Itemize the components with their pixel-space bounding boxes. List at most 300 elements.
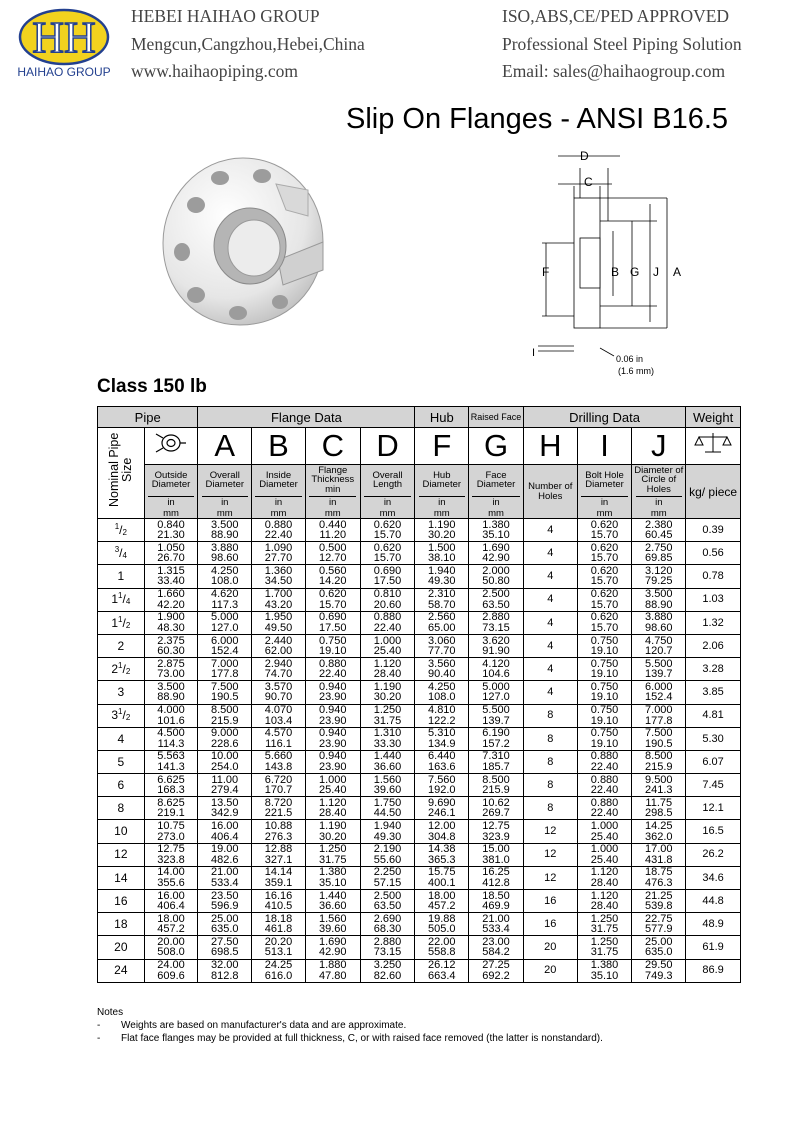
cell-b: 0.880 22.40: [252, 519, 306, 542]
cell-holes: 4: [523, 681, 577, 704]
cell-holes: 20: [523, 959, 577, 982]
cell-od: 18.00 457.2: [144, 913, 198, 936]
cell-weight: 44.8: [686, 890, 741, 913]
cell-i: 1.120 28.40: [577, 890, 632, 913]
cell-a: 19.00 482.6: [198, 843, 252, 866]
flange-cross-section-diagram: [522, 146, 722, 376]
cell-weight: 3.28: [686, 658, 741, 681]
cell-i: 0.750 19.10: [577, 704, 632, 727]
cell-c: 0.940 23.90: [305, 681, 360, 704]
cell-weight: 16.5: [686, 820, 741, 843]
cell-c: 0.940 23.90: [305, 727, 360, 750]
cell-weight: 3.85: [686, 681, 741, 704]
cell-a: 21.00 533.4: [198, 866, 252, 889]
cell-d: 2.880 73.15: [360, 936, 415, 959]
cell-g: 4.120 104.6: [469, 658, 524, 681]
table-row: [98, 611, 741, 634]
cell-j: 6.000 152.4: [632, 681, 686, 704]
pipe-size-cell: $1^1/_2$: [98, 611, 145, 634]
cell-b: 4.070 103.4: [252, 704, 306, 727]
cell-b: 1.700 43.20: [252, 588, 306, 611]
cell-g: 8.500 215.9: [469, 774, 524, 797]
cell-c: 1.690 42.90: [305, 936, 360, 959]
cell-a: 3.880 98.60: [198, 542, 252, 565]
cell-holes: 8: [523, 797, 577, 820]
cell-holes: 4: [523, 588, 577, 611]
desc-bolt-hole-diameter: Bolt Hole Diameter: [577, 465, 632, 496]
cell-b: 20.20 513.1: [252, 936, 306, 959]
note-item: - Flat face flanges may be provided at full thickness, C, or with raised face removed (the latter is nonstandard).: [97, 1033, 603, 1044]
cell-holes: 4: [523, 634, 577, 657]
cell-c: 0.620 15.70: [305, 588, 360, 611]
cell-a: 7.500 190.5: [198, 681, 252, 704]
table-row: [98, 727, 741, 750]
cell-c: 1.380 35.10: [305, 866, 360, 889]
cell-c: 1.190 30.20: [305, 820, 360, 843]
cell-c: 1.250 31.75: [305, 843, 360, 866]
table-row: [98, 890, 741, 913]
cell-f: 6.440 163.6: [415, 750, 469, 773]
cell-g: 16.25 412.8: [469, 866, 524, 889]
cell-a: 23.50 596.9: [198, 890, 252, 913]
desc-hub-diameter: Hub Diameter: [415, 465, 469, 496]
cell-weight: 26.2: [686, 843, 741, 866]
pipe-size-cell: 10: [98, 820, 145, 843]
letter-i: I: [577, 428, 632, 465]
cell-f: 18.00 457.2: [415, 890, 469, 913]
cell-holes: 4: [523, 542, 577, 565]
table-row: [98, 843, 741, 866]
unit-j: in mm: [632, 496, 686, 519]
desc-overall-diameter: Overall Diameter: [198, 465, 252, 496]
pipe-size-cell: 5: [98, 750, 145, 773]
cell-od: 24.00 609.6: [144, 959, 198, 982]
cell-j: 18.75 476.3: [632, 866, 686, 889]
cell-g: 15.00 381.0: [469, 843, 524, 866]
cell-weight: 5.30: [686, 727, 741, 750]
cell-weight: 4.81: [686, 704, 741, 727]
cell-b: 8.720 221.5: [252, 797, 306, 820]
pipe-size-cell: $^3/_4$: [98, 542, 145, 565]
cell-i: 1.000 25.40: [577, 820, 632, 843]
notes: [97, 1006, 603, 1045]
cell-b: 2.940 74.70: [252, 658, 306, 681]
diagram-note-in: 0.06 in: [616, 354, 644, 364]
pipe-size-cell: 4: [98, 727, 145, 750]
table-row: [98, 797, 741, 820]
cell-f: 4.250 108.0: [415, 681, 469, 704]
cell-b: 24.25 616.0: [252, 959, 306, 982]
cell-d: 3.250 82.60: [360, 959, 415, 982]
cell-c: 0.560 14.20: [305, 565, 360, 588]
cell-c: 1.120 28.40: [305, 797, 360, 820]
table-row: [98, 913, 741, 936]
cell-g: 7.310 185.7: [469, 750, 524, 773]
cell-holes: 8: [523, 750, 577, 773]
cell-weight: 61.9: [686, 936, 741, 959]
unit-a: in mm: [198, 496, 252, 519]
cell-holes: 4: [523, 565, 577, 588]
cell-c: 0.440 11.20: [305, 519, 360, 542]
diagram-label-c: C: [584, 175, 593, 189]
cell-od: 2.875 73.00: [144, 658, 198, 681]
cell-od: 5.563 141.3: [144, 750, 198, 773]
cell-g: 18.50 469.9: [469, 890, 524, 913]
pipe-size-cell: 20: [98, 936, 145, 959]
cell-a: 32.00 812.8: [198, 959, 252, 982]
table-row: [98, 565, 741, 588]
cell-b: 1.090 27.70: [252, 542, 306, 565]
cell-f: 2.310 58.70: [415, 588, 469, 611]
cell-weight: 12.1: [686, 797, 741, 820]
haihao-logo: [18, 8, 110, 66]
cell-weight: 1.32: [686, 611, 741, 634]
cell-holes: 12: [523, 866, 577, 889]
svg-text:HH: HH: [32, 13, 96, 62]
cell-b: 18.18 461.8: [252, 913, 306, 936]
cell-a: 5.000 127.0: [198, 611, 252, 634]
cell-od: 1.900 48.30: [144, 611, 198, 634]
table-row: [98, 681, 741, 704]
group-hub: Hub: [415, 407, 469, 428]
cell-i: 0.620 15.70: [577, 542, 632, 565]
cell-i: 0.880 22.40: [577, 797, 632, 820]
cell-f: 1.940 49.30: [415, 565, 469, 588]
cell-c: 0.500 12.70: [305, 542, 360, 565]
pipe-size-cell: 2: [98, 634, 145, 657]
cell-j: 3.500 88.90: [632, 588, 686, 611]
cell-holes: 8: [523, 727, 577, 750]
cell-i: 0.880 22.40: [577, 774, 632, 797]
cell-j: 29.50 749.3: [632, 959, 686, 982]
cell-holes: 8: [523, 774, 577, 797]
unit-b: in mm: [252, 496, 306, 519]
diagram-label-i: I: [532, 347, 536, 359]
cell-i: 0.750 19.10: [577, 634, 632, 657]
diagram-label-g: G: [630, 265, 640, 279]
cell-b: 2.440 62.00: [252, 634, 306, 657]
pipe-size-cell: 24: [98, 959, 145, 982]
cell-f: 5.310 134.9: [415, 727, 469, 750]
group-flange-data: Flange Data: [198, 407, 415, 428]
letter-h: H: [523, 428, 577, 465]
cell-b: 3.570 90.70: [252, 681, 306, 704]
cell-i: 0.750 19.10: [577, 681, 632, 704]
cell-b: 10.88 276.3: [252, 820, 306, 843]
cell-c: 1.000 25.40: [305, 774, 360, 797]
nominal-pipe-size-header: Nominal Pipe Size: [98, 428, 145, 519]
table-row: [98, 634, 741, 657]
cell-od: 3.500 88.90: [144, 681, 198, 704]
cell-g: 1.380 35.10: [469, 519, 524, 542]
cell-j: 3.120 79.25: [632, 565, 686, 588]
cell-i: 1.380 35.10: [577, 959, 632, 982]
pipe-size-cell: 6: [98, 774, 145, 797]
cell-i: 1.250 31.75: [577, 913, 632, 936]
cell-a: 16.00 406.4: [198, 820, 252, 843]
approval-text: ISO,ABS,CE/PED APPROVED: [502, 6, 730, 26]
company-website[interactable]: www.haihaopiping.com: [131, 61, 299, 81]
cell-j: 21.25 539.8: [632, 890, 686, 913]
cell-d: 0.880 22.40: [360, 611, 415, 634]
cell-weight: 0.78: [686, 565, 741, 588]
table-row: [98, 704, 741, 727]
letter-d: D: [360, 428, 415, 465]
diagram-label-a: A: [673, 265, 682, 279]
cell-weight: 48.9: [686, 913, 741, 936]
cell-c: 1.560 39.60: [305, 913, 360, 936]
diagram-label-f: F: [542, 265, 550, 279]
cell-f: 15.75 400.1: [415, 866, 469, 889]
desc-inside-diameter: Inside Diameter: [252, 465, 306, 496]
diagram-note-mm: (1.6 mm): [618, 366, 654, 376]
pipe-size-cell: 12: [98, 843, 145, 866]
cell-i: 0.880 22.40: [577, 750, 632, 773]
cell-g: 23.00 584.2: [469, 936, 524, 959]
cell-a: 13.50 342.9: [198, 797, 252, 820]
cell-f: 4.810 122.2: [415, 704, 469, 727]
table-row: [98, 750, 741, 773]
cell-f: 22.00 558.8: [415, 936, 469, 959]
cell-c: 1.440 36.60: [305, 890, 360, 913]
cell-g: 5.000 127.0: [469, 681, 524, 704]
group-weight: Weight: [686, 407, 741, 428]
cell-j: 17.00 431.8: [632, 843, 686, 866]
pipe-size-cell: $1^1/_4$: [98, 588, 145, 611]
unit-c: in mm: [305, 496, 360, 519]
cell-j: 8.500 215.9: [632, 750, 686, 773]
pipe-size-cell: $^1/_2$: [98, 519, 145, 542]
cell-d: 1.250 31.75: [360, 704, 415, 727]
pipe-size-cell: 16: [98, 890, 145, 913]
cell-a: 8.500 215.9: [198, 704, 252, 727]
cell-g: 3.620 91.90: [469, 634, 524, 657]
cell-od: 4.500 114.3: [144, 727, 198, 750]
cell-i: 1.120 28.40: [577, 866, 632, 889]
letter-a: A: [198, 428, 252, 465]
cell-i: 0.620 15.70: [577, 588, 632, 611]
cell-holes: 4: [523, 658, 577, 681]
cell-weight: 34.6: [686, 866, 741, 889]
cell-od: 14.00 355.6: [144, 866, 198, 889]
note-item: - Weights are based on manufacturer's data and are approximate.: [97, 1020, 407, 1031]
letter-f: F: [415, 428, 469, 465]
group-raised-face: Raised Face: [469, 407, 524, 428]
cell-d: 1.560 39.60: [360, 774, 415, 797]
cell-weight: 1.03: [686, 588, 741, 611]
cell-i: 0.750 19.10: [577, 727, 632, 750]
desc-number-of-holes: Number of Holes: [523, 465, 577, 519]
cell-holes: 20: [523, 936, 577, 959]
cell-d: 1.310 33.30: [360, 727, 415, 750]
unit-i: in mm: [577, 496, 632, 519]
cell-j: 7.000 177.8: [632, 704, 686, 727]
cell-d: 2.250 57.15: [360, 866, 415, 889]
cell-a: 3.500 88.90: [198, 519, 252, 542]
diagram-label-b: B: [611, 265, 620, 279]
cell-d: 0.620 15.70: [360, 519, 415, 542]
desc-flange-thickness: Flange Thickness min: [305, 465, 360, 496]
cell-holes: 8: [523, 704, 577, 727]
logo-text: HAIHAO GROUP: [17, 65, 111, 79]
cell-d: 1.940 49.30: [360, 820, 415, 843]
cell-od: 10.75 273.0: [144, 820, 198, 843]
cell-weight: 7.45: [686, 774, 741, 797]
cell-b: 1.360 34.50: [252, 565, 306, 588]
table-row: [98, 936, 741, 959]
table-row: [98, 866, 741, 889]
cell-i: 0.750 19.10: [577, 658, 632, 681]
pipe-size-cell: 3: [98, 681, 145, 704]
cell-weight: 6.07: [686, 750, 741, 773]
pipe-size-cell: 8: [98, 797, 145, 820]
cell-a: 6.000 152.4: [198, 634, 252, 657]
cell-j: 14.25 362.0: [632, 820, 686, 843]
cell-a: 9.000 228.6: [198, 727, 252, 750]
cell-weight: 86.9: [686, 959, 741, 982]
scale-icon: [686, 428, 741, 465]
cell-d: 1.000 25.40: [360, 634, 415, 657]
desc-overall-length: Overall Length: [360, 465, 415, 496]
cell-g: 5.500 139.7: [469, 704, 524, 727]
cell-holes: 12: [523, 820, 577, 843]
table-row: [98, 774, 741, 797]
cell-d: 1.750 44.50: [360, 797, 415, 820]
cell-od: 1.660 42.20: [144, 588, 198, 611]
cell-j: 5.500 139.7: [632, 658, 686, 681]
cell-c: 0.880 22.40: [305, 658, 360, 681]
cell-c: 1.880 47.80: [305, 959, 360, 982]
table-row: [98, 588, 741, 611]
cell-j: 9.500 241.3: [632, 774, 686, 797]
flange-illustration: [158, 150, 328, 330]
cell-d: 1.440 36.60: [360, 750, 415, 773]
group-drilling-data: Drilling Data: [523, 407, 685, 428]
flange-spec-table: [97, 406, 741, 983]
company-name: HEBEI HAIHAO GROUP: [131, 6, 320, 26]
cell-b: 16.16 410.5: [252, 890, 306, 913]
cell-a: 27.50 698.5: [198, 936, 252, 959]
cell-g: 10.62 269.7: [469, 797, 524, 820]
cell-od: 12.75 323.8: [144, 843, 198, 866]
email[interactable]: Email: sales@haihaogroup.com: [502, 61, 726, 81]
table-row: [98, 519, 741, 542]
unit-od: in mm: [144, 496, 198, 519]
letter-c: C: [305, 428, 360, 465]
cell-i: 0.620 15.70: [577, 565, 632, 588]
cell-j: 7.500 190.5: [632, 727, 686, 750]
cell-j: 3.880 98.60: [632, 611, 686, 634]
cell-od: 1.315 33.40: [144, 565, 198, 588]
cell-a: 7.000 177.8: [198, 658, 252, 681]
cell-d: 1.120 28.40: [360, 658, 415, 681]
cell-od: 0.840 21.30: [144, 519, 198, 542]
cell-b: 4.570 116.1: [252, 727, 306, 750]
desc-outside-diameter: Outside Diameter: [144, 465, 198, 496]
cell-f: 19.88 505.0: [415, 913, 469, 936]
cell-b: 1.950 49.50: [252, 611, 306, 634]
cell-a: 4.620 117.3: [198, 588, 252, 611]
unit-d: in mm: [360, 496, 415, 519]
pipe-size-cell: 18: [98, 913, 145, 936]
cell-j: 11.75 298.5: [632, 797, 686, 820]
table-row: [98, 542, 741, 565]
cell-d: 0.620 15.70: [360, 542, 415, 565]
cell-holes: 16: [523, 913, 577, 936]
cell-f: 1.190 30.20: [415, 519, 469, 542]
table-row: [98, 658, 741, 681]
cell-b: 14.14 359.1: [252, 866, 306, 889]
cell-g: 2.500 63.50: [469, 588, 524, 611]
cell-od: 4.000 101.6: [144, 704, 198, 727]
cell-f: 14.38 365.3: [415, 843, 469, 866]
cell-c: 0.750 19.10: [305, 634, 360, 657]
cell-d: 2.690 68.30: [360, 913, 415, 936]
cell-od: 16.00 406.4: [144, 890, 198, 913]
cell-od: 8.625 219.1: [144, 797, 198, 820]
cell-g: 27.25 692.2: [469, 959, 524, 982]
pipe-size-cell: 1: [98, 565, 145, 588]
cell-holes: 4: [523, 611, 577, 634]
weight-unit: kg/ piece: [686, 465, 741, 519]
class-title: Class 150 lb: [97, 376, 207, 397]
cell-c: 0.940 23.90: [305, 750, 360, 773]
cell-f: 2.560 65.00: [415, 611, 469, 634]
cell-i: 1.250 31.75: [577, 936, 632, 959]
cell-f: 7.560 192.0: [415, 774, 469, 797]
cell-j: 22.75 577.9: [632, 913, 686, 936]
cell-od: 6.625 168.3: [144, 774, 198, 797]
cell-c: 0.690 17.50: [305, 611, 360, 634]
cell-i: 0.620 15.70: [577, 611, 632, 634]
cell-j: 25.00 635.0: [632, 936, 686, 959]
cell-holes: 16: [523, 890, 577, 913]
cell-j: 2.750 69.85: [632, 542, 686, 565]
cell-g: 12.75 323.9: [469, 820, 524, 843]
cell-c: 0.940 23.90: [305, 704, 360, 727]
cell-weight: 2.06: [686, 634, 741, 657]
cell-g: 21.00 533.4: [469, 913, 524, 936]
cell-d: 0.810 20.60: [360, 588, 415, 611]
group-pipe: Pipe: [98, 407, 198, 428]
cell-f: 3.060 77.70: [415, 634, 469, 657]
pipe-size-cell: 14: [98, 866, 145, 889]
cell-weight: 0.56: [686, 542, 741, 565]
cell-g: 2.880 73.15: [469, 611, 524, 634]
diagram-label-j: J: [653, 265, 659, 279]
letter-g: G: [469, 428, 524, 465]
company-address: Mengcun,Cangzhou,Hebei,China: [131, 34, 365, 54]
pipe-icon: [144, 428, 198, 465]
diagram-label-d: D: [580, 149, 589, 163]
cell-d: 0.690 17.50: [360, 565, 415, 588]
cell-f: 12.00 304.8: [415, 820, 469, 843]
notes-title: Notes: [97, 1007, 124, 1018]
unit-g: in mm: [469, 496, 524, 519]
table-row: [98, 959, 741, 982]
pipe-size-cell: $2^1/_2$: [98, 658, 145, 681]
cell-g: 6.190 157.2: [469, 727, 524, 750]
cell-weight: 0.39: [686, 519, 741, 542]
cell-j: 4.750 120.7: [632, 634, 686, 657]
cell-g: 1.690 42.90: [469, 542, 524, 565]
cell-od: 20.00 508.0: [144, 936, 198, 959]
desc-face-diameter: Face Diameter: [469, 465, 524, 496]
pipe-size-cell: $3^1/_2$: [98, 704, 145, 727]
desc-circle-of-holes: Diameter of Circle of Holes: [632, 465, 686, 496]
cell-d: 2.190 55.60: [360, 843, 415, 866]
cell-d: 2.500 63.50: [360, 890, 415, 913]
